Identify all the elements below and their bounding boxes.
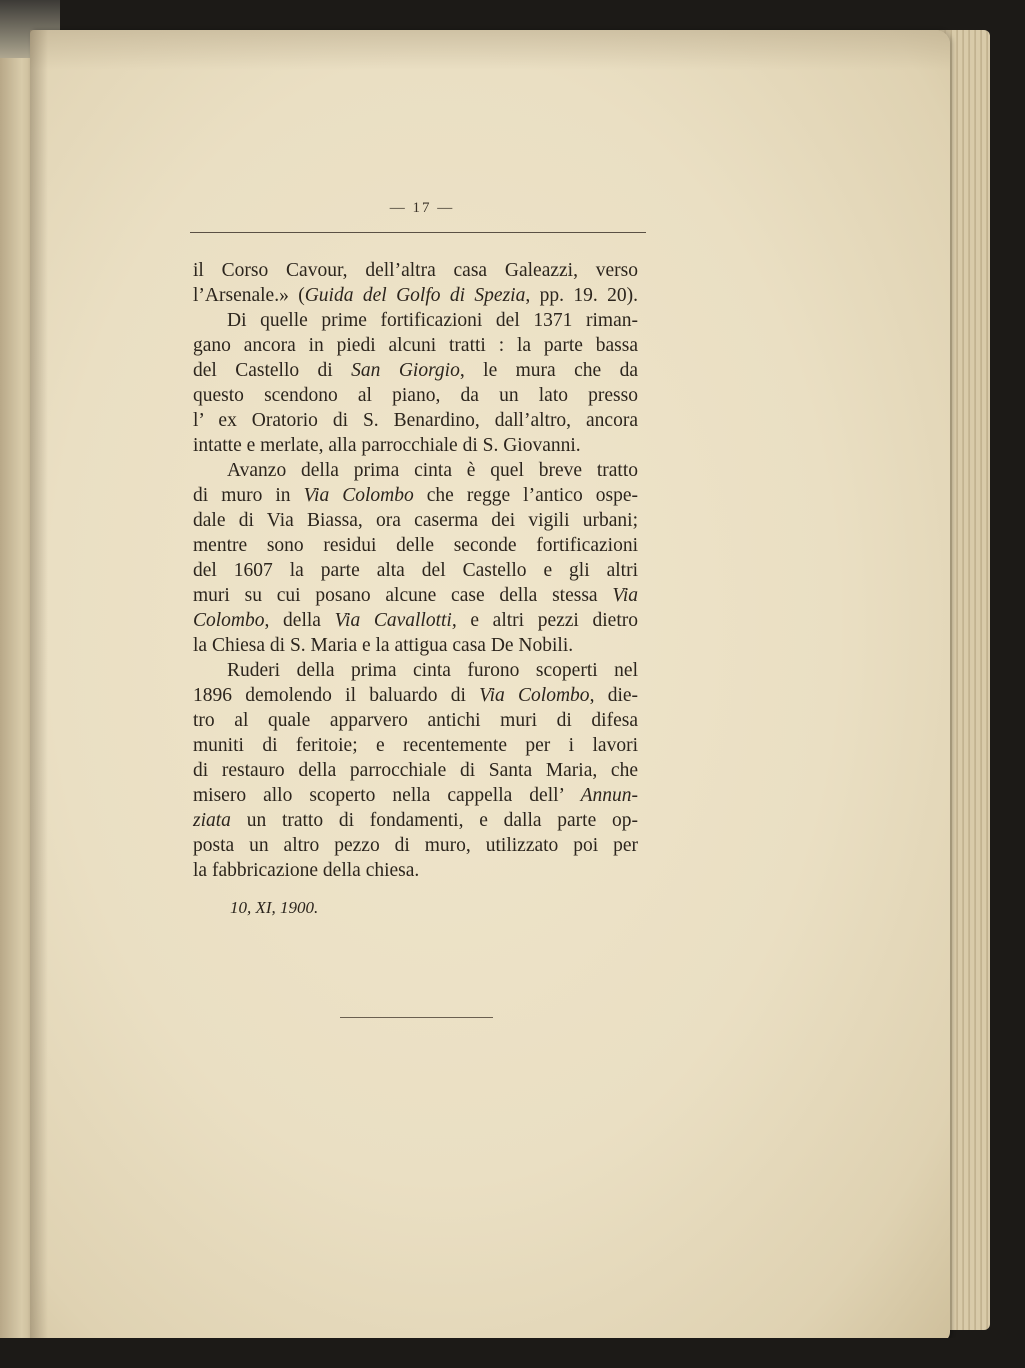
text-line: muniti di feritoie; e recentemente per i lavori — [193, 735, 638, 756]
text-line: 1896 demolendo il baluardo di Via Colombo, die- — [193, 685, 639, 706]
paragraph-start: Avanzo della prima cinta è quel breve tratto — [227, 460, 638, 481]
text-line: gano ancora in piedi alcuni tratti : la parte bassa — [193, 335, 638, 356]
text-line: intatte e merlate, alla parrocchiale di S. Giovanni. — [193, 435, 581, 456]
text-line: questo scendono al piano, da un lato presso — [193, 385, 638, 406]
gutter-shadow — [30, 30, 48, 1342]
text-line: muri su cui posano alcune case della stessa Via — [193, 585, 638, 606]
page-number: — 17 — — [389, 200, 455, 216]
text-line: dale di Via Biassa, ora caserma dei vigili urbani; — [193, 510, 638, 531]
text-line: tro al quale apparvero antichi muri di difesa — [193, 710, 638, 731]
paragraph-start: Ruderi della prima cinta furono scoperti nel — [227, 660, 638, 681]
paragraph-start: Di quelle prime fortificazioni del 1371 riman- — [227, 310, 638, 331]
text-line: la fabbricazione della chiesa. — [193, 860, 420, 881]
text-line: del 1607 la parte alta del Castello e gli altri — [193, 560, 638, 581]
text-line: Colombo, della Via Cavallotti, e altri pezzi dietro — [193, 610, 638, 631]
header-rule — [190, 232, 646, 233]
text-line: l’Arsenale.» (Guida del Golfo di Spezia, pp. 19. 20). — [193, 285, 638, 306]
text-line: la Chiesa di S. Maria e la attigua casa De Nobili. — [193, 635, 574, 656]
text-line: del Castello di San Giorgio, le mura che da — [193, 360, 638, 381]
page-top-shading — [30, 30, 950, 70]
text-line: il Corso Cavour, dell’altra casa Galeazzi, verso — [193, 260, 638, 281]
text-line: di restauro della parrocchiale di Santa Maria, che — [193, 760, 638, 781]
text-line: misero allo scoperto nella cappella dell’ Annun- — [193, 785, 638, 806]
scan-background — [0, 1338, 1025, 1368]
text-line: posta un altro pezzo di muro, utilizzato poi per — [193, 835, 638, 856]
text-line: di muro in Via Colombo che regge l’antico ospe- — [193, 485, 639, 506]
text-line: mentre sono residui delle seconde fortificazioni — [193, 535, 638, 556]
body-text — [193, 258, 638, 883]
text-line: ziata un tratto di fondamenti, e dalla parte op- — [193, 810, 638, 831]
text-line: l’ ex Oratorio di S. Benardino, dall’altro, ancora — [193, 410, 638, 431]
end-rule — [340, 1017, 493, 1018]
date-line: 10, XI, 1900. — [230, 898, 319, 917]
